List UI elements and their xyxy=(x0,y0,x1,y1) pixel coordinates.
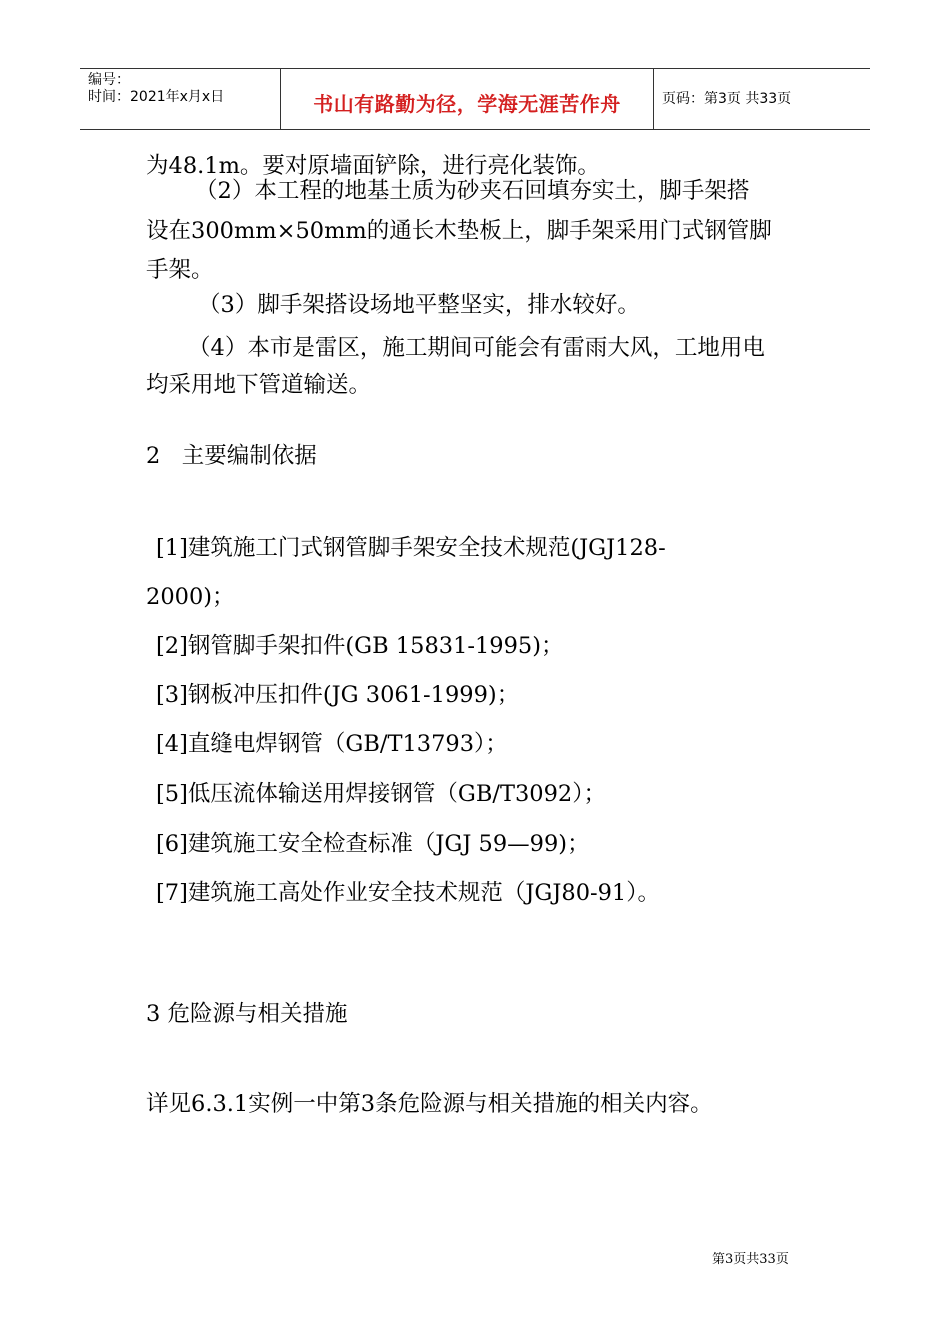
reference-item: [5]低压流体输送用焊接钢管（GB/T3092）； xyxy=(156,781,606,807)
body-line: 为48.1m。要对原墙面铲除，进行亮化装饰。 xyxy=(146,153,600,179)
page-footer: 第3页共33页 xyxy=(712,1252,789,1267)
reference-item: [7]建筑施工高处作业安全技术规范（JGJ80-91）。 xyxy=(156,880,660,906)
page-header xyxy=(80,68,870,130)
body-line: （4）本市是雷区，施工期间可能会有雷雨大风，工地用电 xyxy=(188,335,765,361)
section-heading: 3 危险源与相关措施 xyxy=(146,1001,348,1027)
header-page-info: 页码：第3页 共33页 xyxy=(662,91,792,107)
reference-item: [6]建筑施工安全检查标准（JGJ 59—99)； xyxy=(156,831,590,857)
body-line: 设在300mm×50mm的通长木垫板上，脚手架采用门式钢管脚 xyxy=(146,218,772,244)
header-page-cell xyxy=(654,69,870,129)
header-motto: 书山有路勤为径，学海无涯苦作舟 xyxy=(313,92,621,116)
body-line: （3）脚手架搭设场地平整坚实，排水较好。 xyxy=(198,292,640,318)
header-meta-cell xyxy=(80,69,281,129)
reference-item: 2000)； xyxy=(146,584,235,610)
reference-item: [3]钢板冲压扣件(JG 3061-1999)； xyxy=(156,682,520,708)
reference-item: [4]直缝电焊钢管（GB/T13793）； xyxy=(156,731,508,757)
reference-item: [1]建筑施工门式钢管脚手架安全技术规范(JGJ128- xyxy=(156,535,666,561)
document-number-label: 编号： xyxy=(88,72,130,88)
body-line: 均采用地下管道输送。 xyxy=(146,372,372,398)
section-heading: 2 主要编制依据 xyxy=(146,443,317,469)
body-line: （2）本工程的地基土质为砂夹石回填夯实土，脚手架搭 xyxy=(195,178,750,204)
reference-item: [2]钢管脚手架扣件(GB 15831-1995)； xyxy=(156,633,564,659)
header-motto-cell xyxy=(281,69,654,129)
body-line: 手架。 xyxy=(146,257,214,283)
body-line: 详见6.3.1实例一中第3条危险源与相关措施的相关内容。 xyxy=(146,1091,713,1117)
document-time-label: 时间：2021年x月x日 xyxy=(88,89,225,105)
